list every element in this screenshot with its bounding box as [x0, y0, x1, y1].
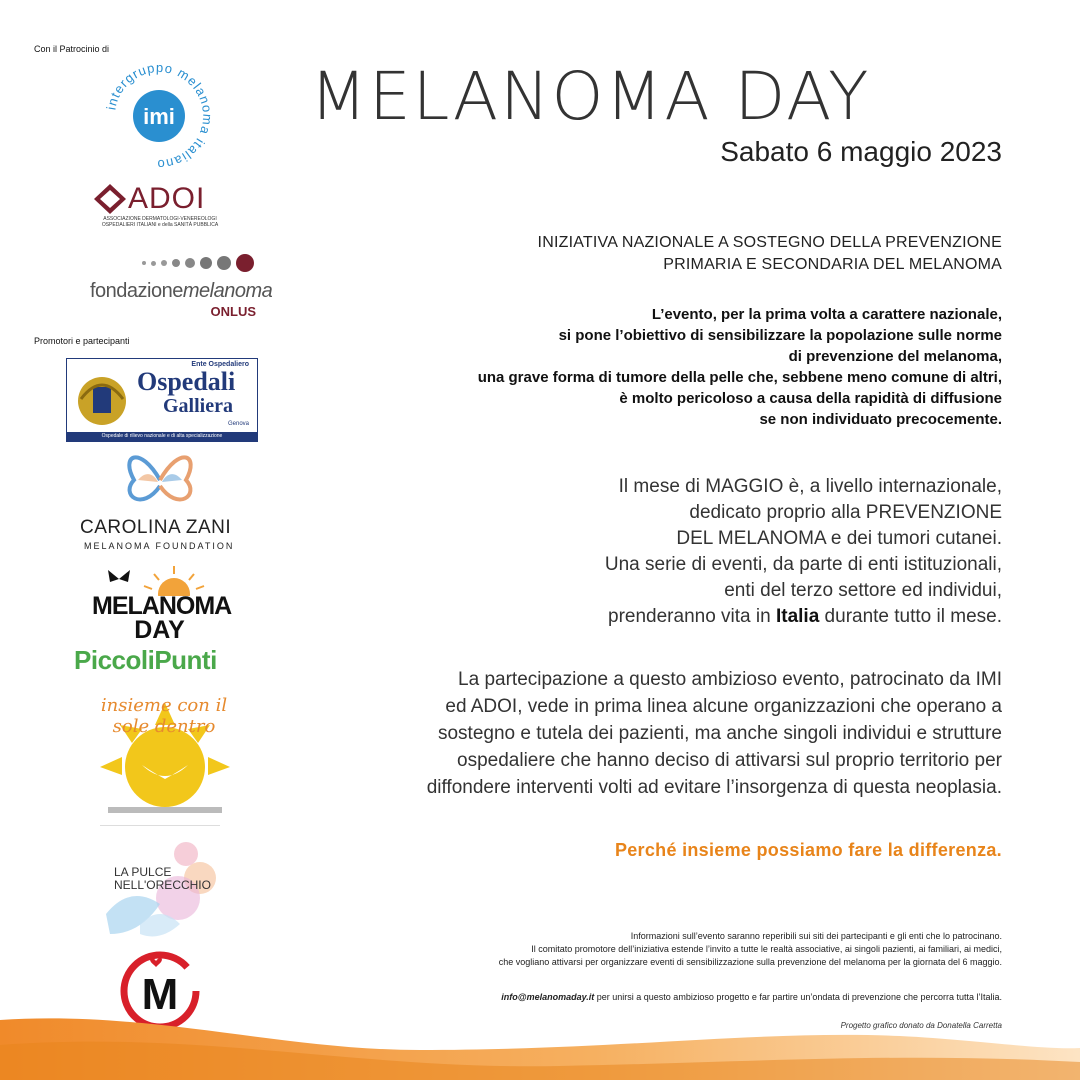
footer-info: Informazioni sull’evento saranno reperibili sui siti dei partecipanti e gli enti che lo patrocinano. Il comitato promotore dell’iniziativa estende l’invito a tutte le realtà associative, ai singoli pazienti, ai familiari, ai medici, che vogliano attivarsi per organizzare eventi di sensibilizzazione sulla prevenzione del melanoma per la giornata del 6 maggio. — [498, 931, 1002, 967]
adoi-mark-icon — [94, 184, 126, 214]
imi-ring-text: intergruppo melan a italiano — [105, 62, 213, 170]
butterfly-small-icon — [106, 568, 132, 590]
design-credit: Progetto grafico donato da Donatella Carretta — [840, 1021, 1002, 1030]
carolina-subtitle: MELANOMA FOUNDATION — [84, 541, 235, 551]
galliera-bar: Ospedale di rilievo nazionale e di alta specializzazione — [67, 432, 257, 441]
fondazione-text: fondazionemelanoma — [90, 280, 273, 302]
imi-center-text: imi — [143, 104, 175, 129]
promotori-label: Promotori e partecipanti — [34, 336, 130, 346]
m-letter: M — [141, 970, 179, 1019]
melanoma-day-line2: DAY — [134, 616, 185, 644]
participation-paragraph: La partecipazione a questo ambizioso evento, patrocinato da IMI ed ADOI, vede in prima linea alcune organizzazioni che operano a sostegno e tutela dei pazienti, ma anche singoli individui e strutture ospedaliere che hanno deciso di attivarsi sul proprio territorio per diffondere interventi volti ad evitare l’insorgenza di questa neoplasia. — [426, 669, 1002, 798]
insieme-logo — [80, 695, 250, 825]
intro-paragraph: L’evento, per la prima volta a carattere nazionale, si pone l’obiettivo di sensibilizzare la popolazione sulle norme di prevenzione del melanoma, una grave forma di tumore della pelle che, sebbene meno comune di altri, è molto pericoloso a causa della rapidità di diffusione se non individuato precocemente. — [477, 306, 1002, 428]
galliera-top: Ente Ospedaliero — [191, 361, 249, 368]
crest-icon — [73, 369, 131, 429]
may-paragraph: Il mese di MAGGIO è, a livello internazionale, dedicato proprio alla PREVENZIONE DEL MELANOMA e dei tumori cutanei. Una serie di eventi, da parte di enti istituzionali, enti del terzo settore ed individui, prenderanno vita in Italia durante tutto il mese. — [604, 476, 1002, 627]
fondazione-melanoma-logo — [90, 254, 273, 324]
carolina-title: CAROLINA ZANI — [80, 517, 232, 538]
footer-contact: info@melanomaday.it per unirsi a questo ambizioso progetto e far partire un’ondata di prevenzione che percorra tutta l’Italia. — [501, 992, 1002, 1002]
imi-logo — [105, 62, 213, 170]
bottom-wave-decoration — [0, 1000, 1080, 1080]
pulce-logo — [100, 834, 230, 944]
piccolipunti-logo: PiccoliPunti — [74, 645, 217, 675]
galliera-logo — [66, 358, 258, 442]
pulce-text: LA PULCE NELL'ORECCHIO — [114, 865, 211, 892]
melanoma-day-line1: MELANOMA — [92, 592, 232, 620]
adoi-logo — [92, 182, 227, 232]
butterfly-icon — [120, 450, 200, 512]
dots-decoration — [142, 254, 254, 272]
onlus-label: ONLUS — [210, 304, 256, 319]
insieme-text: insieme con il sole dentro — [100, 695, 228, 737]
adoi-subtitle: ASSOCIAZIONE DERMATOLOGI-VENEREOLOGI OSPEDALIERI ITALIANI e della SANITÀ PUBBLICA — [101, 216, 219, 228]
call-to-action: Perché insieme possiamo fare la differenza. — [614, 840, 1002, 860]
sidebar-divider — [100, 825, 220, 826]
event-date: Sabato 6 maggio 2023 — [720, 136, 1002, 167]
page-title: MELANOMA DAY — [310, 58, 871, 135]
galliera-galliera: Galliera — [163, 395, 233, 417]
adoi-title: ADOI — [128, 182, 206, 215]
galliera-genova: Genova — [227, 421, 249, 427]
patrocinio-label: Con il Patrocinio di — [34, 44, 110, 54]
contact-email-link[interactable]: info@melanomaday.it — [501, 992, 595, 1002]
galliera-ospedali: Ospedali — [137, 367, 236, 396]
subheading: INIZIATIVA NAZIONALE A SOSTEGNO DELLA PREVENZIONE PRIMARIA E SECONDARIA DEL MELANOMA — [537, 234, 1002, 273]
